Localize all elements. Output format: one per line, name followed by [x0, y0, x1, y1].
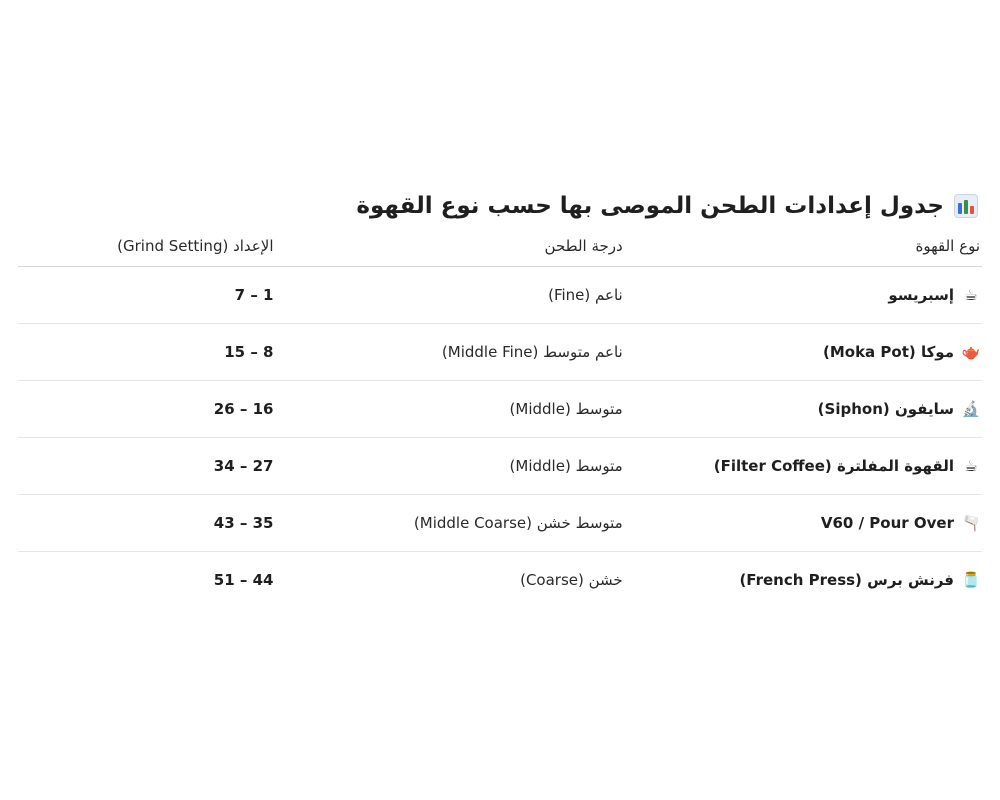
coffee-name: سايفون (Siphon)	[817, 400, 954, 419]
grind-level: متوسط (Middle)	[273, 438, 622, 495]
coffee-name: إسبريسو	[888, 286, 954, 305]
header-coffee-type: نوع القهوة	[623, 226, 982, 267]
table-row	[18, 438, 982, 495]
jar-icon: 🫙	[961, 570, 981, 589]
grind-setting: 27 – 34	[18, 438, 273, 495]
coffee-cell	[623, 267, 982, 324]
coffee-cell	[623, 381, 982, 438]
page-title-text: جدول إعدادات الطحن الموصى بها حسب نوع القهوة	[356, 193, 944, 219]
table-row	[18, 381, 982, 438]
grind-level: متوسط خشن (Middle Coarse)	[273, 495, 622, 552]
coffee-name: V60 / Pour Over	[820, 514, 954, 533]
header-grind-level: درجة الطحن	[273, 226, 622, 267]
coffee-name: موكا (Moka Pot)	[822, 343, 954, 362]
coffee-cell	[623, 495, 982, 552]
grind-level: ناعم (Fine)	[273, 267, 622, 324]
grind-setting: 44 – 51	[213, 571, 274, 589]
page-title	[18, 186, 982, 226]
table-row	[18, 267, 982, 324]
pour-over-icon: 🫗	[961, 513, 981, 532]
grind-settings-section	[18, 186, 982, 608]
header-grind-setting: الإعداد (Grind Setting)	[18, 226, 273, 267]
coffee-name: فرنش برس (French Press)	[739, 571, 954, 590]
grind-setting: 1 – 7	[18, 267, 273, 324]
grind-level: خشن (Coarse)	[520, 571, 623, 589]
grind-level: ناعم متوسط (Middle Fine)	[273, 324, 622, 381]
microscope-icon: 🔬	[961, 399, 981, 418]
grind-setting: 8 – 15	[18, 324, 273, 381]
coffee-cell	[623, 438, 982, 495]
table-row	[18, 552, 982, 609]
grind-setting: 16 – 26	[18, 381, 273, 438]
bar-chart-icon	[954, 194, 978, 218]
teapot-icon: 🫖	[961, 342, 981, 361]
grind-setting: 35 – 43	[18, 495, 273, 552]
coffee-cup-icon: ☕	[964, 285, 978, 304]
table-row	[18, 495, 982, 552]
table-row	[18, 324, 982, 381]
coffee-cell	[623, 324, 982, 381]
table-header-row	[18, 226, 982, 267]
grind-level: متوسط (Middle)	[273, 381, 622, 438]
coffee-pot-icon: ☕	[964, 456, 978, 475]
coffee-name: القهوة المفلترة (Filter Coffee)	[713, 457, 954, 476]
coffee-cell	[623, 552, 982, 609]
grind-settings-table	[18, 226, 982, 608]
